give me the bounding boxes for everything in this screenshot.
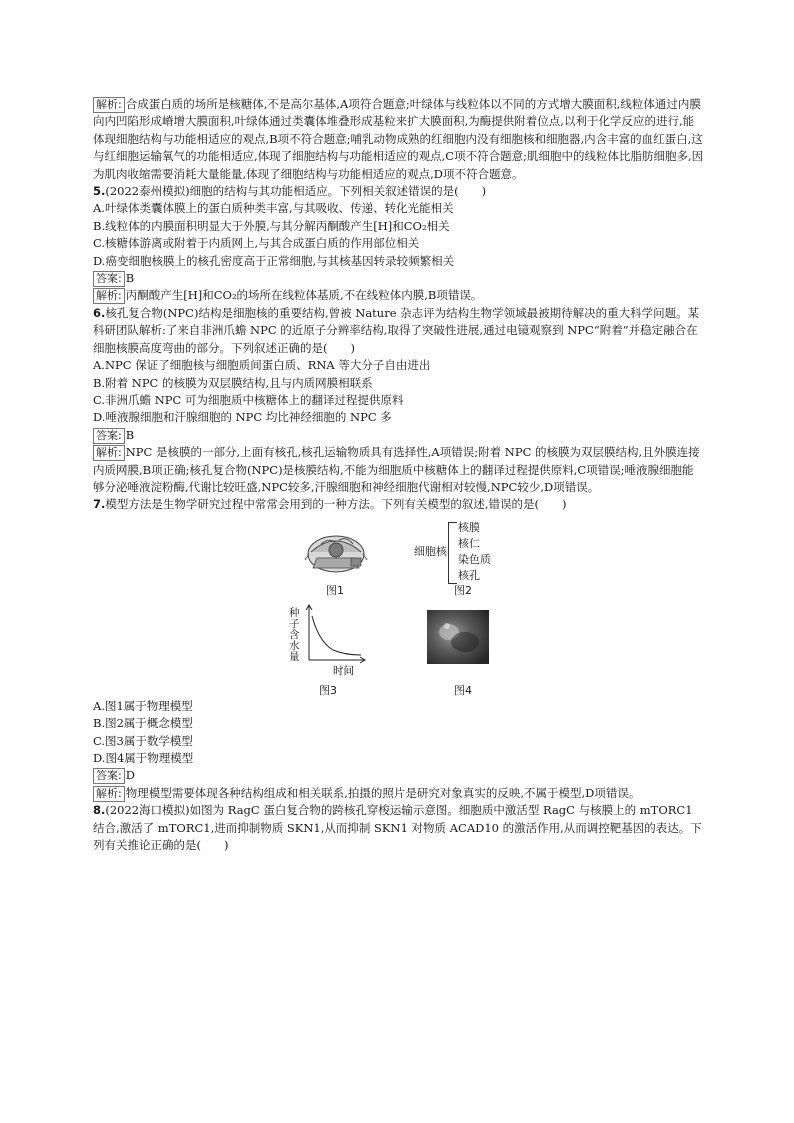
question-text: (2022泰州模拟)细胞的结构与其功能相适应。下列相关叙述错误的是( ) xyxy=(105,184,487,199)
concept-root: 细胞核 xyxy=(414,544,447,558)
question-text: (2022海口模拟)如图为 RagC 蛋白复合物的跨核孔穿梭运输示意图。细胞质中激活型 RagC 与核膜上的 mTORC1 结合,激活了 mTORC1,进而抑制物质 SKN1,从而抑制 SKN1 对物质 ACAD10 的激活作用,从而调控靶基因的表达。下列有关推论正确的是( ) xyxy=(93,803,702,852)
question-number: 5. xyxy=(93,184,106,199)
explanation-text: 丙酮酸产生[H]和CO₂的场所在线粒体基质,不在线粒体内膜,B项错误。 xyxy=(125,288,483,303)
concept-item: 核仁 xyxy=(458,536,480,550)
concept-items xyxy=(458,520,491,584)
answer-value: B xyxy=(125,427,135,442)
micrograph-photo xyxy=(427,610,489,664)
y-axis-label-text: 种子含水量 xyxy=(289,606,300,663)
decay-curve xyxy=(312,616,361,655)
question-5-stem xyxy=(93,183,705,200)
option-b: B.线粒体的内膜面积明显大于外膜,与其分解丙酮酸产生[H]和CO₂相关 xyxy=(93,218,450,233)
figure-3-caption: 图3 xyxy=(319,683,337,697)
concept-item: 核孔 xyxy=(458,568,480,582)
question-text: 核孔复合物(NPC)结构是细胞核的重要结构,曾被 Nature 杂志评为结构生物学领域最被期待解决的重大科学问题。某科研团队解析:了来自非洲爪蟾 NPC 的近原子分辨率结构,取得了突破性进展,通过电镜观察到 NPC“附着”并稳定融合在细胞核膜高度弯曲的部分。下列叙述正确的是( ) xyxy=(93,305,700,355)
explanation-tag: 解析: xyxy=(93,97,125,113)
explanation-text: 合成蛋白质的场所是核糖体,不是高尔基体,A项符合题意;叶绿体与线粒体以不同的方式增大膜面积,线粒体通过内膜向内凹陷形成嵴增大膜面积,叶绿体通过类囊体堆叠形成基粒来扩大膜面积,为酶提供附着位点,以利于化学反应的进行,能体现细胞结构与功能相适应的观点,B项不符合题意;哺乳动物成熟的红细胞内没有细胞核和细胞器,内含丰富的血红蛋白,这与红细胞运输氧气的功能相适应,体现了细胞结构与功能相适应的观点,C项不符合题意;肌细胞中的线粒体比脂肪细胞多,因为肌肉收缩需要消耗大量能量,体现了细胞结构与功能相适应的观点,D项不符合题意。 xyxy=(93,97,704,181)
x-axis-label: 时间 xyxy=(333,664,354,677)
option-a: A.NPC 保证了细胞核与细胞质间蛋白质、RNA 等大分子自由进出 xyxy=(93,358,431,373)
nucleus-concept-map xyxy=(414,520,494,586)
question-text: 模型方法是生物学研究过程中常常会用到的一种方法。下列有关模型的叙述,错误的是( ) xyxy=(105,497,567,512)
answer-value: D xyxy=(125,768,135,783)
option-a: A.图1属于物理模型 xyxy=(93,698,193,713)
answer xyxy=(93,767,705,784)
explanation xyxy=(93,444,705,496)
figure-group xyxy=(93,520,705,696)
answer xyxy=(93,427,705,444)
answer-tag: 答案: xyxy=(93,768,125,784)
question-number: 7. xyxy=(93,497,106,512)
figure-1-caption: 图1 xyxy=(326,583,344,597)
explanation-tag: 解析: xyxy=(93,445,125,461)
explanation-text: 物理模型需要体现各种结构组成和相关联系,拍摄的照片是研究对象真实的反映,不属于模型,D项错误。 xyxy=(125,785,641,800)
answer-tag: 答案: xyxy=(93,271,125,287)
option-c: C.图3属于数学模型 xyxy=(93,733,193,748)
question-number: 8. xyxy=(93,803,106,818)
explanation xyxy=(93,287,705,304)
option-b: B.图2属于概念模型 xyxy=(93,716,193,731)
concept-brace xyxy=(448,522,457,584)
prev-explanation xyxy=(93,96,705,183)
explanation-tag: 解析: xyxy=(93,786,125,802)
option-d: D.癌变细胞核膜上的核孔密度高于正常细胞,与其核基因转录较频繁相关 xyxy=(93,253,455,268)
answer xyxy=(93,270,705,287)
option-a: A.叶绿体类囊体膜上的蛋白质种类丰富,与其吸收、传递、转化光能相关 xyxy=(93,201,454,216)
option-c: C.非洲爪蟾 NPC 可为细胞质中核糖体上的翻译过程提供原料 xyxy=(93,392,404,407)
answer-tag: 答案: xyxy=(93,428,125,444)
question-6-stem xyxy=(93,305,705,357)
explanation-text: NPC 是核膜的一部分,上面有核孔,核孔运输物质具有选择性,A项错误;附着 NPC 的核膜为双层膜结构,且外膜连接内质网膜,B项正确;核孔复合物(NPC)是核膜结构,不能为细胞质中核糖体上的翻译过程提供原料,C项错误;唾液腺细胞能够分泌唾液淀粉酶,代谢比较旺盛,NPC较多,汗腺细胞和神经细胞代谢相对较慢,NPC较少,D项错误。 xyxy=(93,445,700,494)
explanation xyxy=(93,785,705,802)
concept-item: 核膜 xyxy=(458,520,480,534)
document-content xyxy=(93,96,705,854)
answer-value: B xyxy=(125,271,135,286)
option-d: D.图4属于物理模型 xyxy=(93,750,194,765)
question-8-stem xyxy=(93,802,705,854)
option-d: D.唾液腺细胞和汗腺细胞的 NPC 均比神经细胞的 NPC 多 xyxy=(93,410,392,425)
question-7-stem xyxy=(93,496,705,513)
question-number: 6. xyxy=(93,305,106,320)
figure-2-caption: 图2 xyxy=(454,583,472,597)
option-b: B.附着 NPC 的核膜为双层膜结构,且与内质网膜相联系 xyxy=(93,375,373,390)
explanation-tag: 解析: xyxy=(93,288,125,304)
figure-4-caption: 图4 xyxy=(454,683,472,697)
option-c: C.核糖体游离或附着于内质网上,与其合成蛋白质的作用部位相关 xyxy=(93,236,420,251)
water-content-graph xyxy=(289,602,369,682)
nucleus-model-illustration xyxy=(303,524,369,576)
concept-item: 染色质 xyxy=(458,552,491,566)
